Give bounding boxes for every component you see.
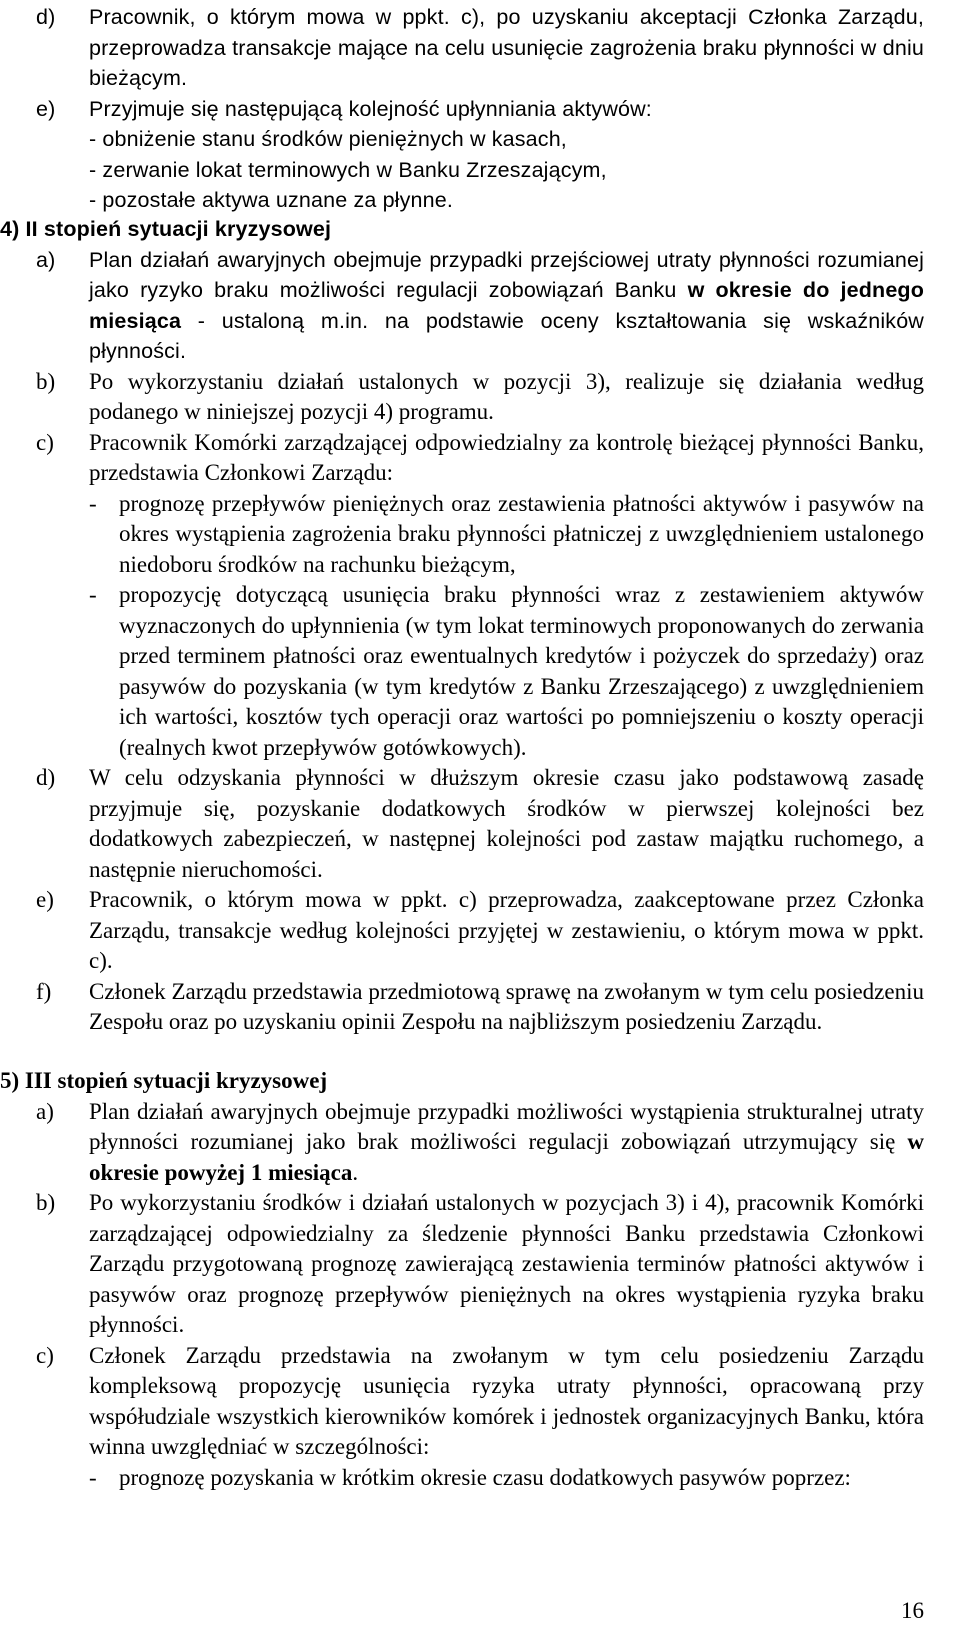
item-text: Pracownik Komórki zarządzającej odpowiedzialny za kontrolę bieżącej płynności Banku, przedstawia Członkowi Zarządu: bbox=[89, 429, 924, 485]
top-section bbox=[36, 2, 924, 216]
list-item-e bbox=[36, 885, 924, 977]
item-text-part-1: Plan działań awaryjnych obejmuje przypadki możliwości wystąpienia strukturalnej utraty płynności rozumianej jako brak możliwości regulacji zobowiązań utrzymujący się bbox=[89, 1098, 924, 1154]
item-label: e) bbox=[36, 96, 56, 121]
liquidation-order-line-3: - pozostałe aktywa uznane za płynne. bbox=[89, 188, 453, 212]
liquidation-order-line-2: - zerwanie lokat terminowych w Banku Zrzeszającym, bbox=[89, 157, 607, 182]
list-item-a bbox=[36, 245, 924, 367]
item-text-part-2: . bbox=[352, 1159, 359, 1185]
liquidation-order-line-1: - obniżenie stanu środków pieniężnych w kasach, bbox=[89, 127, 567, 151]
item-text: Pracownik, o którym mowa w ppkt. c), po uzyskaniu akceptacji Członka Zarządu, przeprowadza transakcje mające na celu usunięcie zagrożenia braku płynności w dniu bieżącym. bbox=[89, 5, 924, 90]
item-label: d) bbox=[36, 5, 56, 29]
section-4-body bbox=[36, 245, 924, 367]
section-5 bbox=[0, 1066, 924, 1493]
item-text: Po wykorzystaniu środków i działań ustalonych w pozycjach 3) i 4), pracownik Komórki zarządzającej odpowiedzialny za śledzenie płynności Banku przedstawia Członkowi Zarządu przygotowaną prognozę zawierającą zestawienia terminów płatności aktywów i pasywów oraz prognozę przepływów pieniężnych na okres wystąpienia ryzyka braku płynności. bbox=[89, 1190, 924, 1337]
item-label: e) bbox=[36, 887, 54, 912]
item-text: Członek Zarządu przedstawia przedmiotową sprawę na zwołanym w tym celu posiedzeniu Zespołu oraz po uzyskaniu opinii Zespołu na najbliższym posiedzeniu Zarządu. bbox=[89, 978, 924, 1034]
section-4-heading: 4) II stopień sytuacji kryzysowej bbox=[0, 217, 332, 241]
item-label: b) bbox=[36, 368, 56, 394]
section-4 bbox=[0, 214, 924, 1038]
item-label: d) bbox=[36, 765, 56, 790]
item-text: W celu odzyskania płynności w dłuższym okresie czasu jako podstawową zasadę przyjmuje się, pozyskanie dodatkowych środków w pierwszej kolejności bez dodatkowych zabezpieczeń, w następnej kolejności pod zastaw majątku ruchomego, a następnie nieruchomości. bbox=[89, 765, 924, 882]
item-label: c) bbox=[36, 429, 54, 455]
item-label: a) bbox=[36, 247, 56, 272]
item-label: c) bbox=[36, 1342, 54, 1368]
item-text: Przyjmuje się następującą kolejność upłynniania aktywów: bbox=[89, 96, 652, 121]
dash-item bbox=[89, 1463, 924, 1494]
dash-item bbox=[89, 580, 924, 763]
item-text-emphasis: w okresie do jednego miesiąca bbox=[89, 278, 924, 333]
dash-text: prognozę pozyskania w krótkim okresie czasu dodatkowych pasywów poprzez: bbox=[119, 1464, 851, 1490]
dash-marker: - bbox=[89, 490, 97, 516]
item-text-emphasis: w okresie powyżej 1 miesiąca bbox=[89, 1129, 924, 1185]
dash-marker: - bbox=[89, 582, 97, 607]
list-item-b bbox=[36, 367, 924, 428]
item-text: Po wykorzystaniu działań ustalonych w pozycji 3), realizuje się działania według podanego w niniejszej pozycji 4) programu. bbox=[89, 368, 924, 424]
list-item-a bbox=[36, 1097, 924, 1189]
item-text: Pracownik, o którym mowa w ppkt. c) przeprowadza, zaakceptowane przez Członka Zarządu, transakcje według kolejności przyjętej w zestawieniu, o którym mowa w ppkt. c). bbox=[89, 887, 924, 973]
list-item-d bbox=[36, 763, 924, 885]
list-item-b bbox=[36, 1188, 924, 1341]
list-item-f bbox=[36, 977, 924, 1038]
item-label: a) bbox=[36, 1098, 54, 1124]
item-label: b) bbox=[36, 1190, 56, 1215]
dash-marker: - bbox=[89, 1464, 97, 1490]
item-text: Członek Zarządu przedstawia na zwołanym w tym celu posiedzeniu Zarządu kompleksową propozycję usunięcia ryzyka utraty płynności, opracowaną przy współudziale wszystkich kierowników komórek i jednostek organizacyjnych Banku, która winna uwzględniać w szczególności: bbox=[89, 1342, 924, 1459]
item-label: f) bbox=[36, 978, 52, 1004]
list-item-e bbox=[36, 94, 924, 216]
list-item-c bbox=[36, 428, 924, 764]
item-text-part-2: - ustaloną m.in. na podstawie oceny kształtowania się wskaźników płynności. bbox=[89, 308, 924, 363]
dash-text: prognozę przepływów pieniężnych oraz zestawienia płatności aktywów i pasywów na okres wystąpienia zagrożenia braku płynności płatniczej z uwzględnieniem ustalonego niedoboru środków na rachunku bieżącym, bbox=[119, 490, 924, 577]
list-item-d bbox=[36, 2, 924, 94]
dash-text: propozycję dotyczącą usunięcia braku płynności wraz z zestawieniem aktywów wyznaczonych do upłynnienia (w tym lokat terminowych proponowanych do zerwania przed terminem płatności oraz ewentualnych kredytów i pożyczek do sprzedaży) oraz pasywów do pozyskania (w tym kredytów z Banku Zrzeszającego) z uwzględnieniem ich wartości, kosztów tych operacji oraz wartości po pomniejszeniu o koszty operacji (realnych kwot przepływów gotówkowych). bbox=[119, 582, 924, 760]
list-item-c bbox=[36, 1341, 924, 1463]
item-text-part-1: Plan działań awaryjnych obejmuje przypadki przejściowej utraty płynności rozumianej jako ryzyko braku możliwości regulacji zobowiązań Banku bbox=[89, 247, 924, 302]
page-number: 16 bbox=[901, 1598, 924, 1623]
section-5-heading: 5) III stopień sytuacji kryzysowej bbox=[0, 1068, 328, 1093]
dash-item bbox=[89, 489, 924, 581]
